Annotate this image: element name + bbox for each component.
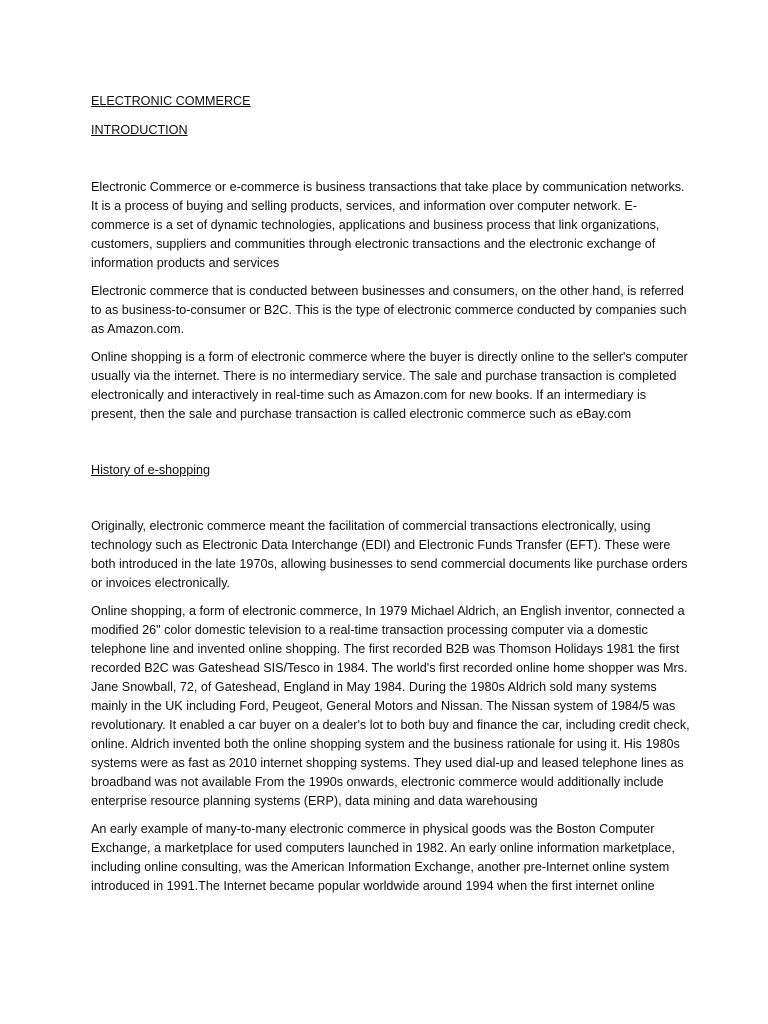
section-heading-history: History of e-shopping [91, 463, 211, 477]
paragraph: An early example of many-to-many electronic commerce in physical goods was the Boston Computer Exchange, a marketplace for used computers launched in 1982. An early online information marketplace, including online consulting, was the American Information Exchange, another pre-Internet online system introduced in 1991.The Internet became popular worldwide around 1994 when the first internet online [91, 822, 675, 893]
paragraph: Online shopping is a form of electronic commerce where the buyer is directly online to the seller's computer usually via the internet. There is no intermediary service. The sale and purchase transaction is completed electronically and interactively in real-time such as Amazon.com for new books. If an intermediary is present, then the sale and purchase transaction is called electronic commerce such as eBay.com [91, 350, 688, 421]
paragraph: Online shopping, a form of electronic commerce, In 1979 Michael Aldrich, an English inventor, connected a modified 26" color domestic television to a real-time transaction processing computer via a domestic telephone line and invented online shopping. The first recorded B2B was Thomson Holidays 1981 the first recorded B2C was Gateshead SIS/Tesco in 1984. The world's first recorded online home shopper was Mrs. Jane Snowball, 72, of Gateshead, England in May 1984. During the 1980s Aldrich sold many systems mainly in the UK including Ford, Peugeot, General Motors and Nissan. The Nissan system of 1984/5 was revolutionary. It enabled a car buyer on a dealer's lot to both buy and finance the car, including credit check, online. Aldrich invented both the online shopping system and the business rationale for using it. His 1980s systems were as fast as 2010 internet shopping systems. They used dial-up and leased telephone lines as broadband was not available From the 1990s onwards, electronic commerce would additionally include enterprise resource planning systems (ERP), data mining and data warehousing [91, 604, 690, 808]
paragraph: Originally, electronic commerce meant the facilitation of commercial transactions electronically, using technology such as Electronic Data Interchange (EDI) and Electronic Funds Transfer (EFT). These were both introduced in the late 1970s, allowing businesses to send commercial documents like purchase orders or invoices electronically. [91, 519, 688, 590]
section-heading-introduction: INTRODUCTION [91, 123, 188, 137]
paragraph: Electronic commerce that is conducted between businesses and consumers, on the other hand, is referred to as business-to-consumer or B2C. This is the type of electronic commerce conducted by companies such as Amazon.com. [91, 284, 687, 336]
document-body [91, 92, 691, 905]
document-title: ELECTRONIC COMMERCE [91, 94, 251, 108]
paragraph: Electronic Commerce or e-commerce is business transactions that take place by communication networks. It is a process of buying and selling products, services, and information over computer network. E-commerce is a set of dynamic technologies, applications and business process that link organizations, customers, suppliers and communities through electronic transactions and the electronic exchange of information products and services [91, 180, 685, 270]
